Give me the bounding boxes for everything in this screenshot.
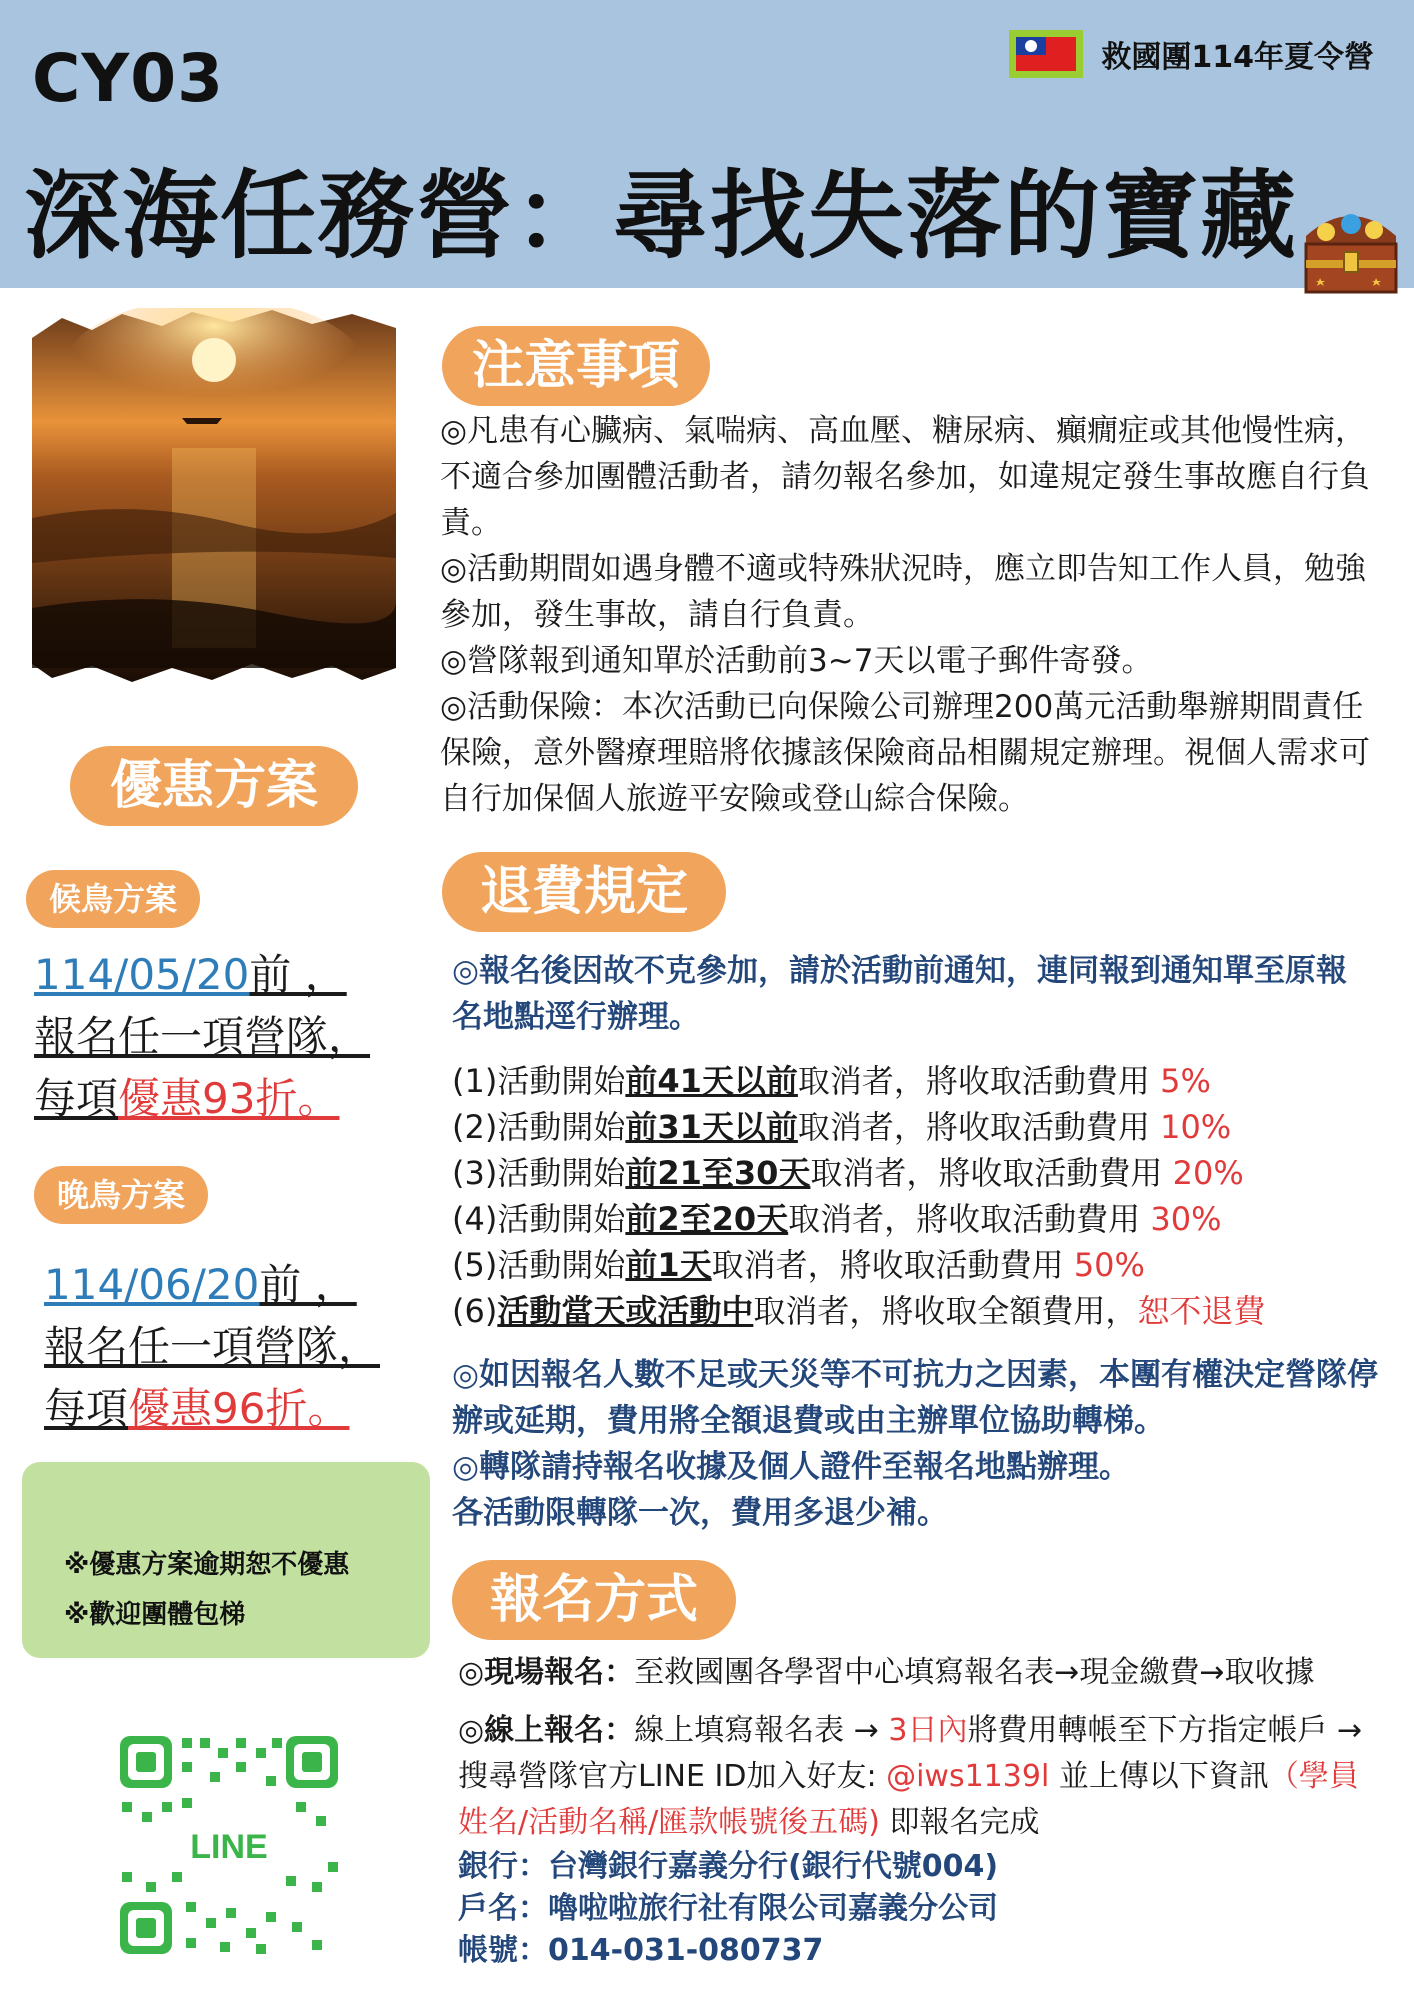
refund-heading: 退費規定 (442, 852, 726, 932)
refund-rule: (3)活動開始前21至30天取消者，將收取活動費用 20% (452, 1154, 1244, 1192)
notice-item: ◎活動保險：本次活動已向保險公司辦理200萬元活動舉辦期間責任保險，意外醫療理賠將依據該保險商品相關規定辦理。視個人需求可自行加保個人旅遊平安險或登山綜合保險。 (440, 689, 1370, 817)
late-bird-discount: 優惠96折。 (128, 1384, 350, 1433)
flag-icon (1009, 30, 1083, 78)
promo-notes (64, 1540, 349, 1640)
refund-rules (452, 1058, 1352, 1334)
bank-info (458, 1846, 1158, 1972)
line-id: @iws1139l (886, 1759, 1050, 1794)
registration-heading: 報名方式 (452, 1560, 736, 1640)
refund-notes (452, 1352, 1402, 1536)
account-number: 帳號：014-031-080737 (458, 1933, 824, 1968)
early-bird-label: 候鳥方案 (26, 870, 200, 928)
refund-rule: (1)活動開始前41天以前取消者，將收取活動費用 5% (452, 1062, 1211, 1100)
notice-list (440, 408, 1380, 822)
account-name: 戶名：嚕啦啦旅行社有限公司嘉義分公司 (458, 1891, 998, 1926)
refund-rule: (5)活動開始前1天取消者，將收取活動費用 50% (452, 1246, 1145, 1284)
onsite-registration: ◎現場報名：至救國團各學習中心填寫報名表→現金繳費→取收據 (458, 1655, 1315, 1690)
late-bird-label: 晚鳥方案 (34, 1166, 208, 1224)
organizer (1009, 30, 1374, 78)
treasure-chest-icon (1296, 186, 1406, 296)
organizer-name: 救國團114年夏令營 (1101, 40, 1374, 75)
late-bird-offer: 114/06/20前 ， 報名任一項營隊， 每項優惠96折。 (44, 1260, 381, 1433)
notice-item: ◎凡患有心臟病、氣喘病、高血壓、糖尿病、癲癇症或其他慢性病，不適合參加團體活動者，請勿報名參加，如違規定發生事故應自行負責。 (440, 413, 1370, 541)
promo-heading: 優惠方案 (70, 746, 358, 826)
early-bird-offer: 114/05/20前 ， 報名任一項營隊， 每項優惠93折。 (34, 950, 371, 1123)
refund-note: 各活動限轉隊一次，費用多退少補。 (452, 1495, 948, 1531)
page-title: 深海任務營：尋找失落的寶藏 (24, 160, 1298, 272)
notice-item: ◎營隊報到通知單於活動前3~7天以電子郵件寄發。 (440, 643, 1153, 679)
early-bird-discount: 優惠93折。 (118, 1074, 340, 1123)
online-registration: ◎線上報名：線上填寫報名表 → 3日內將費用轉帳至下方指定帳戶 → 搜尋營隊官方LINE ID加入好友: @iws1139l 並上傳以下資訊（學員姓名/活動名稱/匯款帳號後五碼) 即報名完成 (458, 1713, 1363, 1840)
refund-intro: ◎報名後因故不克參加，請於活動前通知，連同報到通知單至原報名地點逕行辦理。 (452, 953, 1348, 1035)
notice-heading: 注意事項 (442, 326, 710, 406)
refund-note: ◎轉隊請持報名收據及個人證件至報名地點辦理。 (452, 1449, 1131, 1485)
camp-code: CY03 (32, 40, 225, 117)
refund-rule: (6)活動當天或活動中取消者，將收取全額費用，恕不退費 (452, 1292, 1266, 1330)
qr-line-label: LINE (190, 1828, 268, 1866)
refund-note: ◎如因報名人數不足或天災等不可抗力之因素，本團有權決定營隊停辦或延期，費用將全額退費或由主辦單位協助轉梯。 (452, 1357, 1379, 1439)
refund-rule: (4)活動開始前2至20天取消者，將收取活動費用 30% (452, 1200, 1222, 1238)
promo-note: ※歡迎團體包梯 (64, 1600, 246, 1630)
sunset-sea-photo (32, 308, 396, 684)
refund-rule: (2)活動開始前31天以前取消者，將收取活動費用 10% (452, 1108, 1232, 1146)
late-bird-date: 114/06/20 (44, 1260, 260, 1309)
promo-note: ※優惠方案逾期恕不優惠 (64, 1550, 350, 1580)
bank-name: 銀行：台灣銀行嘉義分行(銀行代號004) (458, 1849, 999, 1884)
notice-item: ◎活動期間如遇身體不適或特殊狀況時，應立即告知工作人員，勉強參加，發生事故，請自行負責。 (440, 551, 1367, 633)
early-bird-date: 114/05/20 (34, 950, 250, 999)
line-qr-code (116, 1732, 342, 1958)
